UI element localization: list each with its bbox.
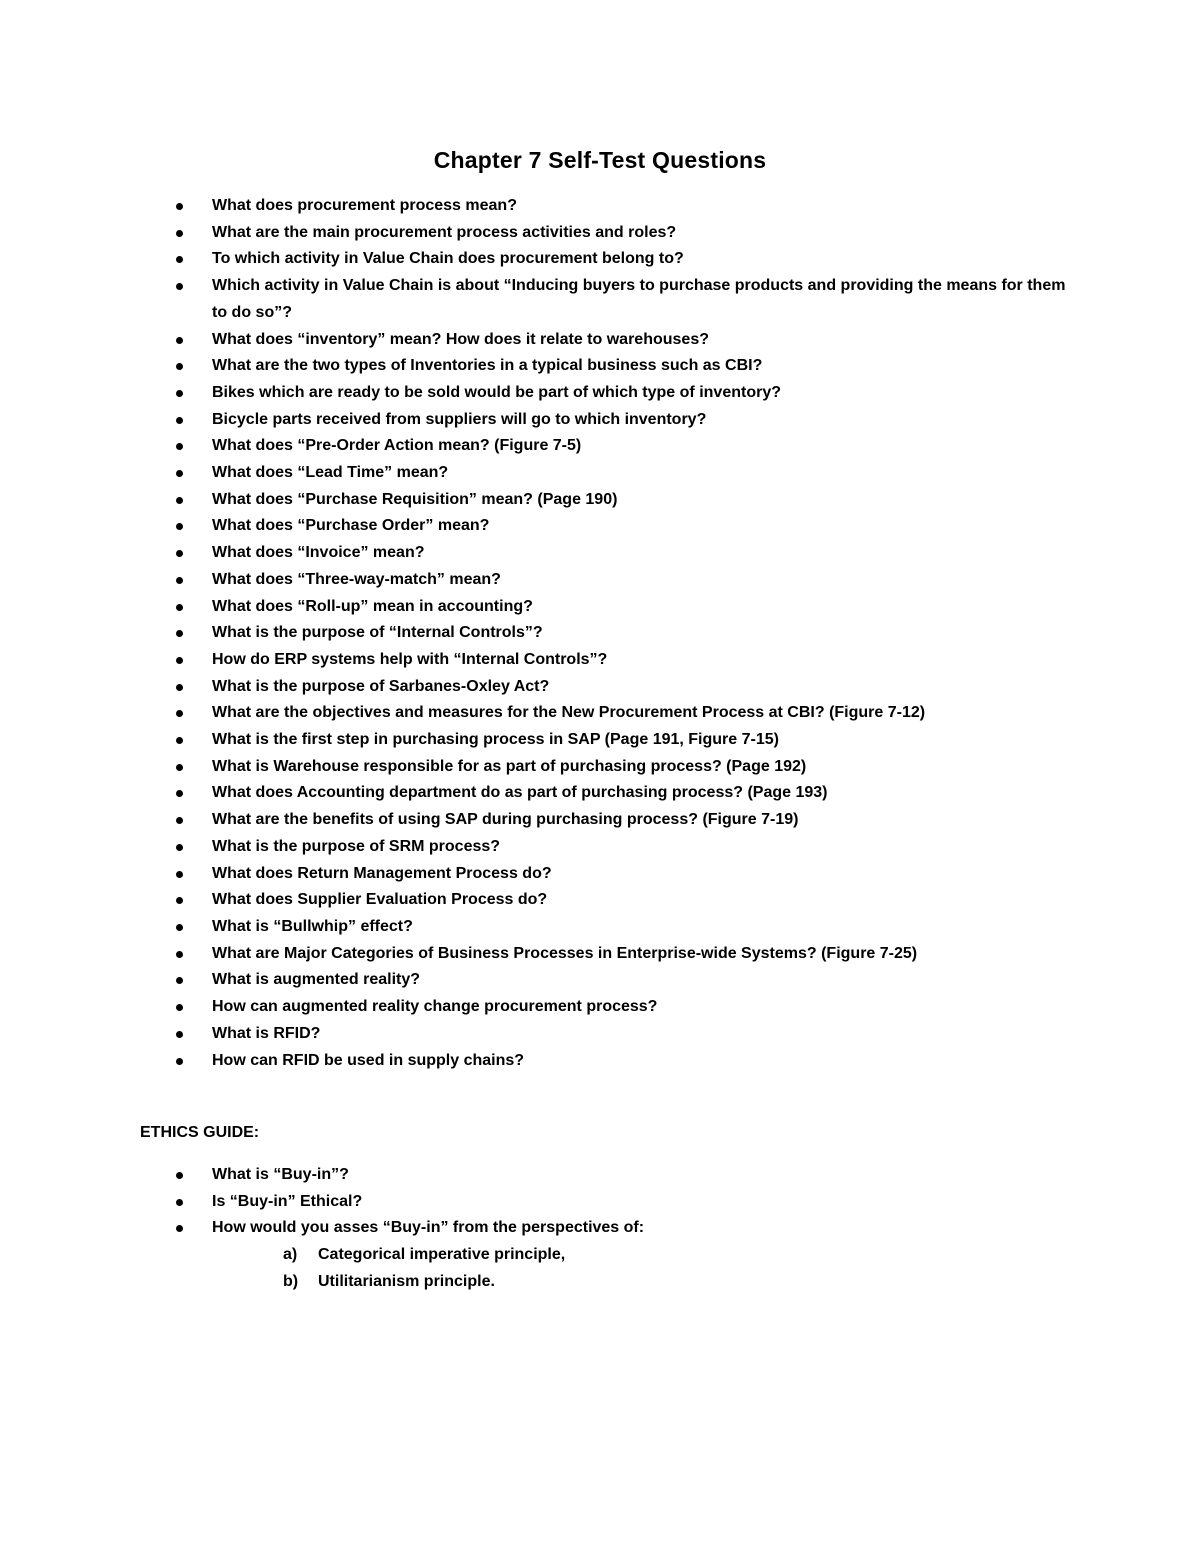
page-title: Chapter 7 Self-Test Questions [433,147,767,173]
ethics-question-text: How would you asses “Buy-in” from the perspectives of: [212,1219,645,1237]
question-text: What are the two types of Inventories in a typical business such as CBI? [212,357,763,375]
bullet-icon [176,790,183,797]
question-text: Bikes which are ready to be sold would be part of which type of inventory? [212,383,781,401]
list-item [0,380,1200,407]
bullet-icon [176,363,183,370]
question-text: What does Supplier Evaluation Process do? [212,891,548,909]
bullet-icon [176,764,183,771]
bullet-icon [176,1004,183,1011]
question-text: What does Accounting department do as part of purchasing process? (Page 193) [212,784,828,802]
bullet-icon [176,417,183,424]
list-item [0,513,1200,540]
sub-item-label: a) [283,1246,298,1263]
sub-item-label: b) [283,1272,299,1290]
list-item [0,1162,1200,1189]
bullet-icon [176,924,183,931]
question-text: What does “Pre-Order Action mean? (Figure 7-5) [212,437,582,455]
list-item [0,1021,1200,1048]
list-item [0,220,1200,247]
self-test-question-list [0,193,1200,1074]
question-text: What are Major Categories of Business Processes in Enterprise-wide Systems? (Figure 7-25) [212,944,918,962]
question-text: What is “Bullwhip” effect? [212,917,413,935]
bullet-icon [176,817,183,824]
list-item [0,460,1200,487]
bullet-icon [176,390,183,397]
list-item [0,540,1200,567]
ethics-question-text: Is “Buy-in” Ethical? [212,1192,363,1210]
question-text: What does procurement process mean? [212,197,517,214]
list-item [0,861,1200,888]
bullet-icon [176,684,183,691]
question-text: What does “Purchase Requisition” mean? (Page 190) [212,490,618,508]
bullet-icon [176,1225,183,1232]
list-item [0,1242,1200,1269]
question-text: What does “Invoice” mean? [212,544,425,562]
bullet-icon [176,657,183,664]
question-text: What is the purpose of SRM process? [212,837,501,855]
list-item [0,1215,1200,1242]
list-item [0,914,1200,941]
list-item [0,327,1200,354]
bullet-icon [176,1199,183,1206]
list-item [0,647,1200,674]
ethics-question-text: What is “Buy-in”? [212,1166,349,1183]
bullet-icon [176,897,183,904]
list-item [0,834,1200,861]
list-item [0,967,1200,994]
question-text: What is augmented reality? [212,971,421,989]
question-text: What does “inventory” mean? How does it relate to warehouses? [212,330,709,348]
bullet-icon [176,230,183,237]
list-item [0,941,1200,968]
list-item [0,994,1200,1021]
question-text: What does “Three-way-match” mean? [212,570,501,588]
list-item [0,620,1200,647]
list-item [0,1269,1200,1296]
bullet-icon [176,630,183,637]
list-item [0,567,1200,594]
question-text: Which activity in Value Chain is about “Inducing buyers to purchase products and providing the means for them to do so”? [212,277,1066,321]
bullet-icon [176,977,183,984]
list-item [0,727,1200,754]
list-item [0,807,1200,834]
question-text: What does “Purchase Order” mean? [212,517,490,535]
bullet-icon [176,1031,183,1038]
sub-item-text: Categorical imperative principle, [318,1246,566,1263]
question-text: What is the purpose of “Internal Controls”? [212,624,543,642]
list-item [0,487,1200,514]
bullet-icon [176,470,183,477]
list-item [0,887,1200,914]
bullet-icon [176,577,183,584]
ethics-guide-heading: ETHICS GUIDE: [140,1124,260,1141]
bullet-icon [176,710,183,717]
question-text: What does “Roll-up” mean in accounting? [212,597,533,615]
bullet-icon [176,523,183,530]
bullet-icon [176,1172,183,1179]
bullet-icon [176,737,183,744]
bullet-icon [176,550,183,557]
bullet-icon [176,604,183,611]
question-text: What does Return Management Process do? [212,864,552,882]
list-item [0,246,1200,273]
bullet-icon [176,951,183,958]
list-item [0,433,1200,460]
list-item [0,193,1200,220]
question-text: What are the benefits of using SAP during purchasing process? (Figure 7-19) [212,811,799,829]
ethics-question-list [0,1162,1200,1242]
question-text: What is Warehouse responsible for as part of purchasing process? (Page 192) [212,757,807,775]
question-text: What are the main procurement process activities and roles? [212,223,677,241]
list-item [0,780,1200,807]
question-text: What is the first step in purchasing process in SAP (Page 191, Figure 7-15) [212,731,779,749]
list-item [0,700,1200,727]
list-item [0,1189,1200,1216]
bullet-icon [176,337,183,344]
sub-item-text: Utilitarianism principle. [318,1272,495,1290]
question-text: What is RFID? [212,1024,321,1042]
list-item [0,1048,1200,1075]
list-item [0,594,1200,621]
bullet-icon [176,1058,183,1065]
question-text: What is the purpose of Sarbanes-Oxley Act? [212,677,550,695]
question-text: Bicycle parts received from suppliers will go to which inventory? [212,410,707,428]
question-text: How do ERP systems help with “Internal Controls”? [212,650,608,668]
bullet-icon [176,283,183,290]
question-text: How can augmented reality change procurement process? [212,998,658,1016]
list-item [0,407,1200,434]
list-item [0,754,1200,781]
ethics-sub-list [0,1242,1200,1295]
question-text: To which activity in Value Chain does procurement belong to? [212,250,684,268]
bullet-icon [176,844,183,851]
list-item [0,353,1200,380]
bullet-icon [176,871,183,878]
bullet-icon [176,497,183,504]
bullet-icon [176,256,183,263]
bullet-icon [176,203,183,210]
question-text: What are the objectives and measures for the New Procurement Process at CBI? (Figure 7-12) [212,704,926,722]
list-item [0,674,1200,701]
bullet-icon [176,443,183,450]
question-text: What does “Lead Time” mean? [212,464,449,482]
list-item [0,273,1200,326]
question-text: How can RFID be used in supply chains? [212,1051,525,1069]
